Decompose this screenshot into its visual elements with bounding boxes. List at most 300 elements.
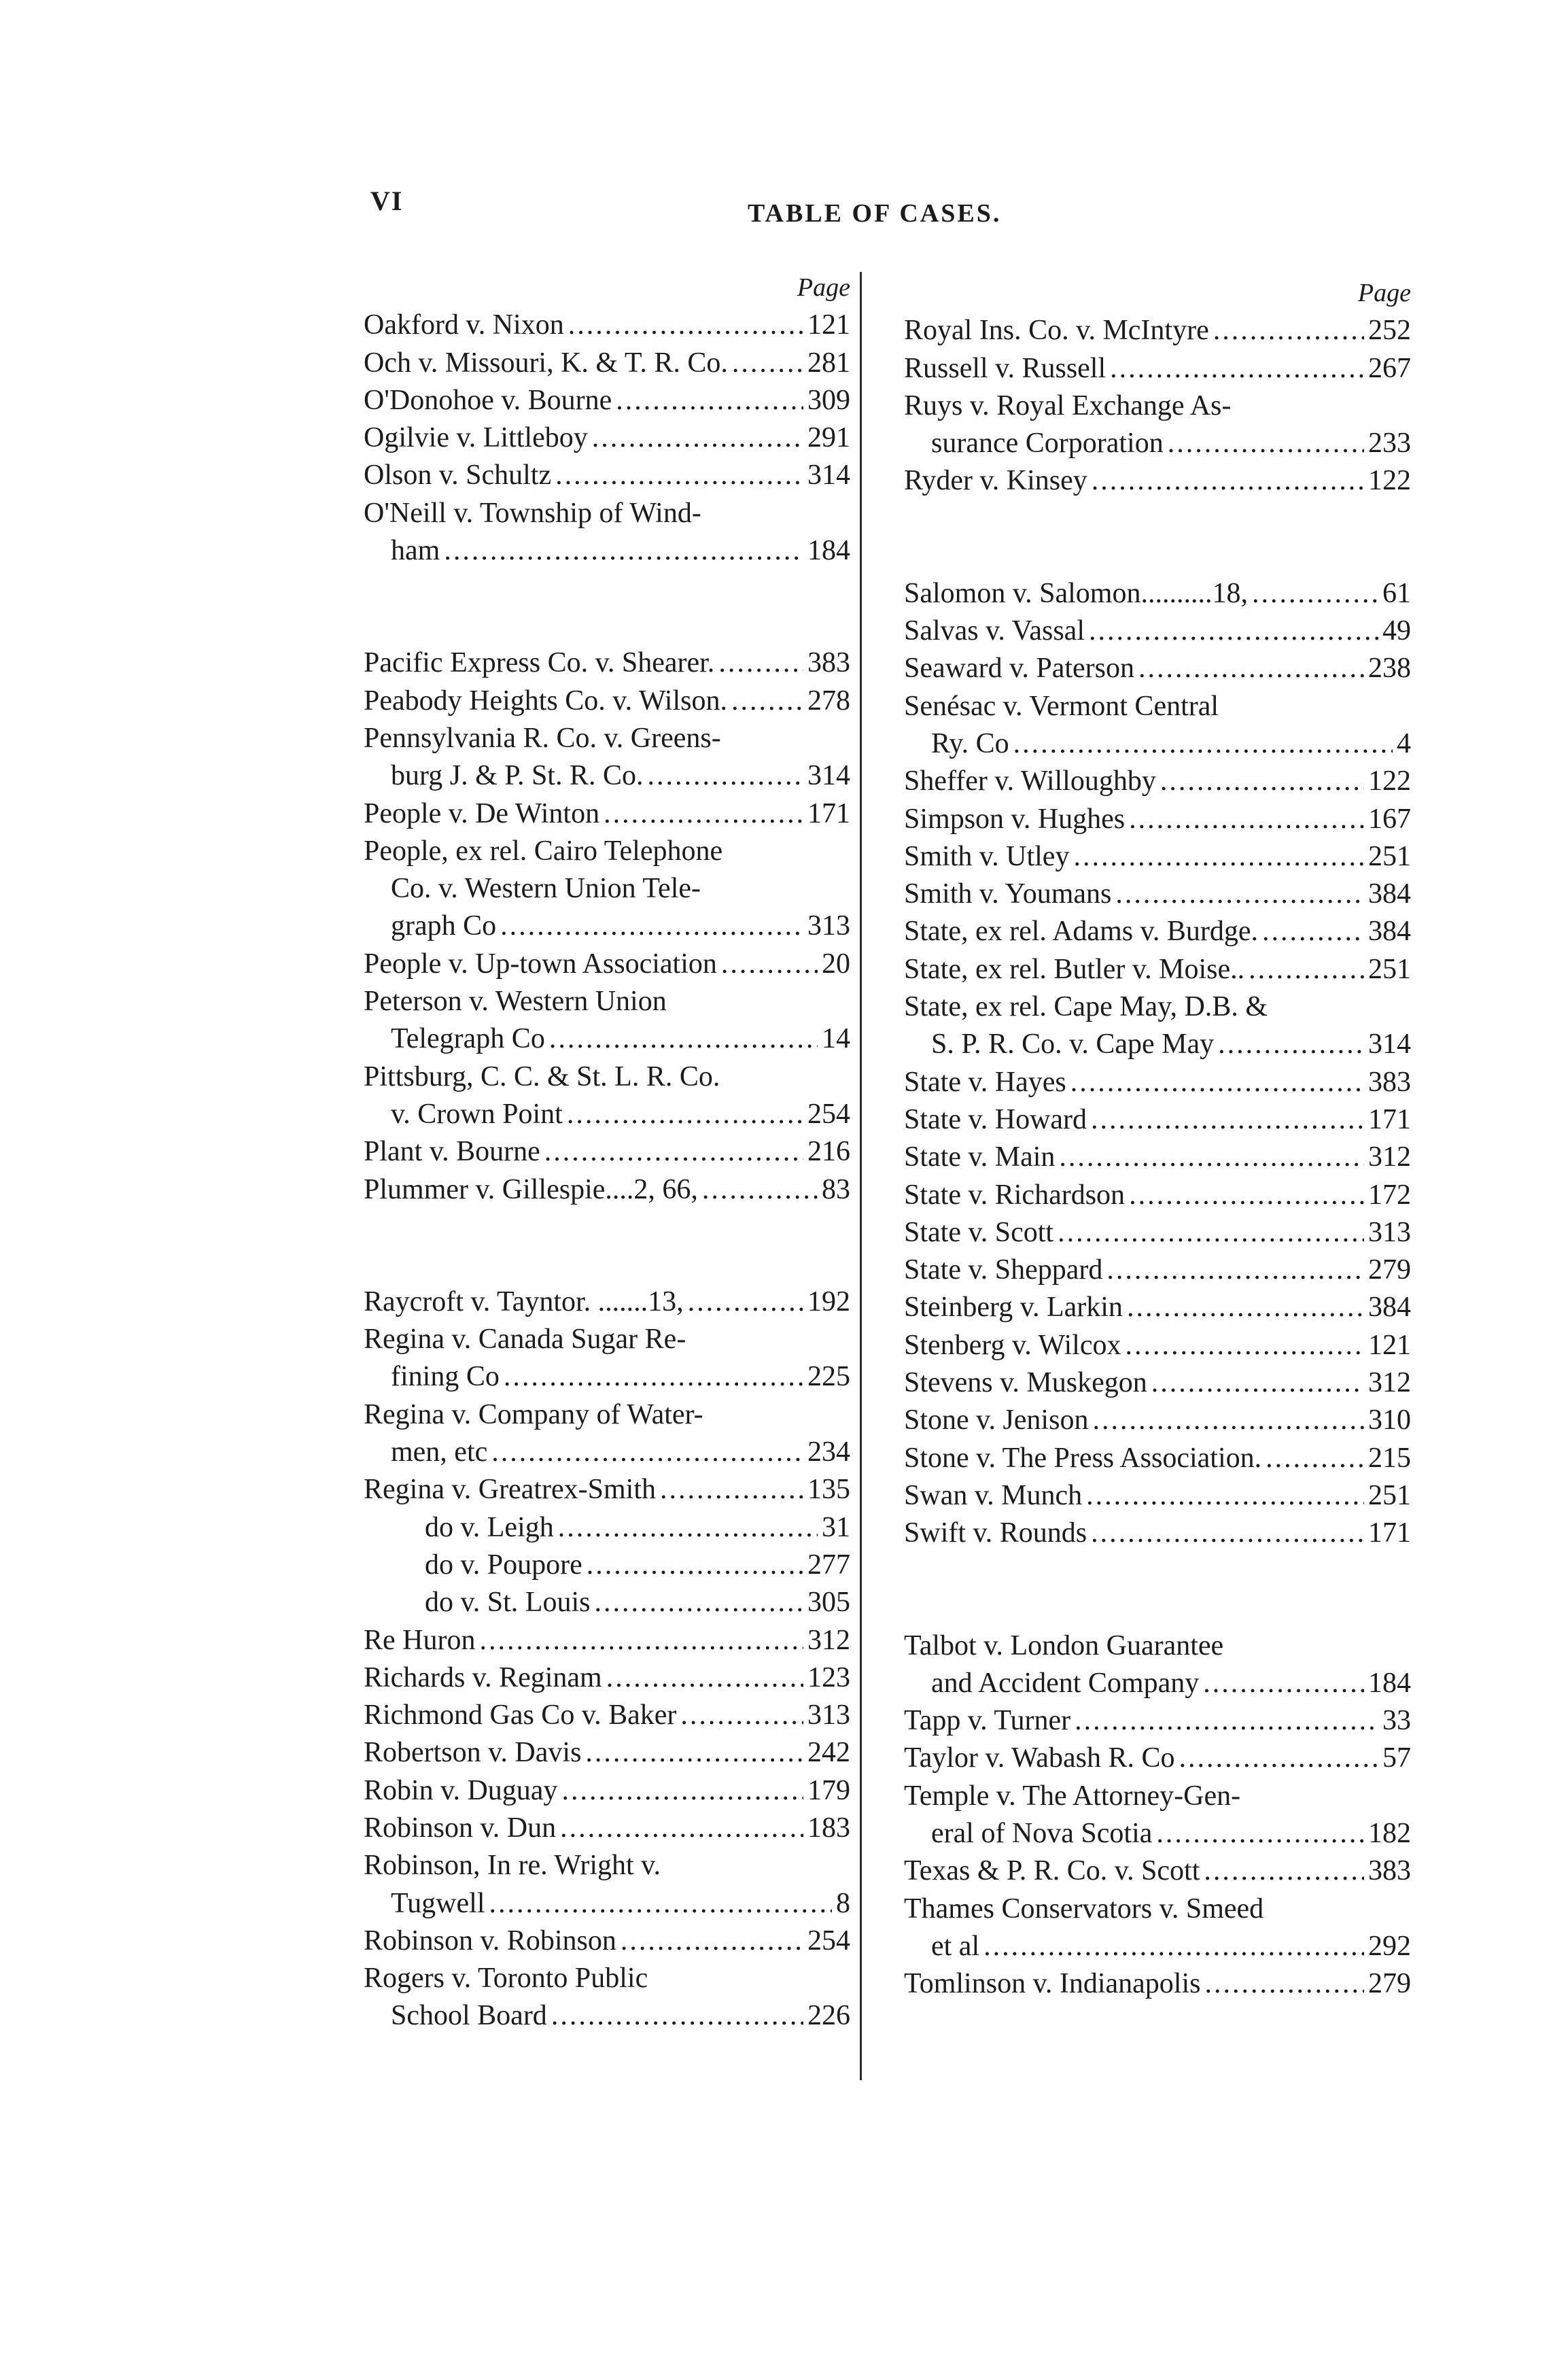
- page-reference: 383: [1368, 1066, 1411, 1098]
- case-name: State, ex rel. Cape May, D.B. &: [904, 991, 1268, 1023]
- dot-leader: [1089, 613, 1378, 650]
- case-name: Salomon v. Salomon..........18,: [904, 577, 1248, 609]
- page-reference: 61: [1382, 577, 1411, 609]
- dot-leader: [1106, 1252, 1364, 1289]
- case-entry: [364, 833, 853, 870]
- case-entry: [364, 1622, 853, 1659]
- case-name: Richards v. Reginam: [364, 1661, 602, 1693]
- case-entry: [364, 1283, 853, 1321]
- dot-leader: [1073, 838, 1364, 876]
- page-reference: 313: [1368, 1216, 1411, 1248]
- case-entry: [364, 382, 853, 419]
- case-entry: [904, 763, 1414, 800]
- case-entry: [904, 1440, 1414, 1477]
- case-name: Olson v. Schultz: [364, 460, 552, 491]
- case-groups: [904, 312, 1414, 2003]
- case-name: Stone v. Jenison: [904, 1404, 1089, 1436]
- case-entry: [904, 1852, 1414, 1890]
- dot-leader: [1262, 913, 1364, 950]
- page-reference: 291: [807, 422, 850, 454]
- case-entry: [364, 1358, 853, 1396]
- case-name: Robinson, In re. Wright v.: [364, 1850, 661, 1882]
- case-name: O'Donohoe v. Bourne: [364, 384, 612, 416]
- case-entry: [364, 1020, 853, 1058]
- case-name: Regina v. Company of Water-: [364, 1398, 703, 1430]
- case-name: Robinson v. Dun: [364, 1812, 557, 1844]
- case-entry: [364, 1396, 853, 1434]
- page-reference: 254: [807, 1098, 850, 1130]
- page-reference: 314: [807, 460, 850, 491]
- page-reference: 384: [1368, 1292, 1411, 1324]
- dot-leader: [1168, 425, 1364, 462]
- page-reference: 33: [1382, 1705, 1411, 1737]
- case-name: graph Co: [391, 910, 497, 942]
- dot-leader: [606, 1659, 803, 1697]
- page-reference: 179: [807, 1774, 850, 1806]
- case-name: Texas & P. R. Co. v. Scott: [904, 1855, 1200, 1887]
- page-reference: 233: [1368, 428, 1411, 460]
- dot-leader: [1092, 1402, 1364, 1439]
- page-reference: 278: [807, 685, 850, 717]
- case-name: Stenberg v. Wilcox: [904, 1329, 1121, 1361]
- page-reference: 83: [822, 1173, 850, 1205]
- case-entry: [364, 720, 853, 757]
- dot-leader: [549, 1020, 818, 1058]
- page-reference: 172: [1368, 1179, 1411, 1211]
- page-reference: 167: [1368, 803, 1411, 835]
- case-name: Temple v. The Attorney-Gen-: [904, 1780, 1241, 1812]
- case-name: Richmond Gas Co v. Baker: [364, 1700, 677, 1731]
- page-reference: 313: [807, 1700, 850, 1731]
- case-entry: [364, 1434, 853, 1471]
- case-name: Steinberg v. Larkin: [904, 1292, 1123, 1324]
- dot-leader: [1013, 725, 1393, 763]
- case-entry: [364, 1960, 853, 1997]
- case-name: State v. Scott: [904, 1216, 1054, 1248]
- case-name: People v. Up-town Association: [364, 948, 717, 980]
- dot-leader: [1059, 1139, 1364, 1176]
- dot-leader: [1115, 876, 1364, 913]
- page-reference: 57: [1382, 1742, 1411, 1774]
- case-name: State v. Main: [904, 1141, 1056, 1173]
- dot-leader: [732, 345, 803, 382]
- dot-leader: [1266, 1440, 1364, 1477]
- dot-leader: [1092, 462, 1364, 500]
- dot-leader: [1091, 1515, 1364, 1552]
- case-name: Telegraph Co: [391, 1023, 545, 1055]
- case-name: State v. Howard: [904, 1103, 1087, 1135]
- page-reference: 184: [807, 535, 850, 567]
- case-name: Ruys v. Royal Exchange As-: [904, 390, 1232, 421]
- page-reference: 171: [1368, 1103, 1411, 1135]
- page-reference: 31: [822, 1511, 850, 1543]
- case-entry: [904, 312, 1414, 349]
- letter-group-gap: [904, 1553, 1414, 1627]
- case-entry: [364, 495, 853, 532]
- page-reference: 267: [1368, 352, 1411, 384]
- dot-leader: [604, 795, 803, 833]
- dot-leader: [731, 683, 803, 720]
- page-reference: 305: [807, 1587, 850, 1619]
- case-entry: [364, 1697, 853, 1734]
- dot-leader: [1070, 1064, 1364, 1101]
- dot-leader: [561, 1772, 803, 1810]
- case-name: Regina v. Canada Sugar Re-: [364, 1324, 686, 1356]
- dot-leader: [983, 1928, 1364, 1965]
- dot-leader: [1252, 575, 1378, 613]
- case-entry: [904, 1064, 1414, 1101]
- case-name: Rogers v. Toronto Public: [364, 1963, 648, 1995]
- dot-leader: [592, 419, 803, 457]
- page-reference: 123: [807, 1661, 850, 1693]
- page-reference: 234: [807, 1436, 850, 1468]
- case-name: State, ex rel. Adams v. Burdge.: [904, 916, 1259, 948]
- case-name: Swan v. Munch: [904, 1479, 1083, 1511]
- dot-leader: [1160, 763, 1364, 800]
- page-reference: 182: [1368, 1817, 1411, 1849]
- case-name: Thames Conservators v. Smeed: [904, 1893, 1264, 1925]
- page-reference: 314: [1368, 1029, 1411, 1060]
- case-entry: [904, 613, 1414, 650]
- case-name: burg J. & P. St. R. Co.: [391, 760, 644, 792]
- page-reference: 135: [807, 1474, 850, 1506]
- case-entry: [364, 946, 853, 983]
- case-name: State v. Sheppard: [904, 1254, 1103, 1286]
- case-entry: [904, 1928, 1414, 1965]
- case-name: Robin v. Duguay: [364, 1774, 558, 1806]
- page-reference: 121: [1368, 1329, 1411, 1361]
- case-name: S. P. R. Co. v. Cape May: [931, 1029, 1215, 1060]
- dot-leader: [504, 1358, 803, 1396]
- case-name: Pacific Express Co. v. Shearer.: [364, 647, 715, 679]
- page-column-label: Page: [1357, 279, 1411, 307]
- case-entry: [364, 1321, 853, 1358]
- page-reference: 281: [807, 347, 850, 379]
- dot-leader: [1249, 951, 1364, 988]
- case-entry: [364, 683, 853, 720]
- dot-leader: [1213, 312, 1364, 349]
- page-reference: 216: [807, 1136, 850, 1168]
- case-name: men, etc: [391, 1436, 488, 1468]
- case-entry: [364, 1058, 853, 1096]
- page-reference: 184: [1368, 1667, 1411, 1699]
- page-reference: 251: [1368, 840, 1411, 872]
- case-name: v. Crown Point: [391, 1098, 563, 1130]
- column-divider: [860, 272, 862, 2080]
- case-entry: [904, 801, 1414, 838]
- dot-leader: [479, 1622, 803, 1659]
- dot-leader: [1204, 1965, 1364, 2003]
- dot-leader: [688, 1283, 803, 1321]
- letter-group-gap: [364, 1209, 853, 1283]
- page-column-label: Page: [797, 273, 850, 302]
- case-name: do v. Poupore: [425, 1549, 582, 1581]
- page-reference: 171: [1368, 1517, 1411, 1549]
- case-name: Tomlinson v. Indianapolis: [904, 1968, 1201, 2000]
- case-entry: [904, 1327, 1414, 1364]
- page-reference: 49: [1382, 615, 1411, 647]
- case-name: Regina v. Greatrex-Smith: [364, 1474, 656, 1506]
- case-entry: [904, 838, 1414, 876]
- case-name: Tugwell: [391, 1887, 485, 1919]
- dot-leader: [587, 1547, 803, 1584]
- case-name: Ogilvie v. Littleboy: [364, 422, 588, 454]
- page-number: VI: [370, 186, 404, 216]
- case-name: Swift v. Rounds: [904, 1517, 1087, 1549]
- letter-group-gap: [904, 500, 1414, 575]
- case-entry: [904, 1702, 1414, 1740]
- dot-leader: [1129, 1177, 1364, 1214]
- dot-leader: [660, 1471, 803, 1508]
- case-entry: [904, 1364, 1414, 1402]
- page-reference: 384: [1368, 916, 1411, 948]
- page-reference: 383: [807, 647, 850, 679]
- page-reference: 251: [1368, 953, 1411, 985]
- case-entry: [904, 1139, 1414, 1176]
- dot-leader: [1126, 1327, 1365, 1364]
- dot-leader: [1218, 1026, 1364, 1063]
- page-reference: 312: [1368, 1367, 1411, 1399]
- case-entry: [904, 1026, 1414, 1063]
- dot-leader: [1110, 350, 1364, 387]
- case-entry: [904, 387, 1414, 425]
- case-name: Russell v. Russell: [904, 352, 1106, 384]
- case-name: Smith v. Utley: [904, 840, 1070, 872]
- case-name: Seaward v. Paterson: [904, 653, 1135, 685]
- page-title: TABLE OF CASES.: [748, 199, 1002, 228]
- case-entry: [364, 1659, 853, 1697]
- letter-group-gap: [364, 570, 853, 644]
- case-entry: [364, 345, 853, 382]
- page-reference: 122: [1368, 765, 1411, 797]
- case-entry: [904, 1289, 1414, 1326]
- case-name: Peterson v. Western Union: [364, 986, 667, 1018]
- case-name: Sheffer v. Willoughby: [904, 765, 1156, 797]
- case-name: O'Neill v. Township of Wind-: [364, 497, 701, 529]
- case-name: People, ex rel. Cairo Telephone: [364, 835, 723, 867]
- case-entry: [904, 1965, 1414, 2003]
- dot-leader: [555, 457, 803, 494]
- case-name: Stone v. The Press Association.: [904, 1442, 1262, 1474]
- case-name: Co. v. Western Union Tele-: [391, 873, 701, 905]
- case-name: Oakford v. Nixon: [364, 309, 564, 341]
- case-entry: [904, 1627, 1414, 1665]
- case-entry: [904, 1214, 1414, 1252]
- page-reference: 292: [1368, 1930, 1411, 1962]
- page-reference: 4: [1397, 727, 1411, 759]
- case-name: Taylor v. Wabash R. Co: [904, 1742, 1175, 1774]
- case-entry: [364, 644, 853, 682]
- dot-leader: [558, 1509, 818, 1547]
- page-reference: 14: [822, 1023, 850, 1055]
- case-name: Pennsylvania R. Co. v. Greens-: [364, 722, 721, 754]
- dot-leader: [1203, 1665, 1364, 1702]
- case-entry: [904, 688, 1414, 725]
- case-entry: [364, 1922, 853, 1960]
- dot-leader: [1179, 1740, 1378, 1777]
- page-reference: 252: [1368, 315, 1411, 347]
- case-name: Raycroft v. Tayntor. .......13,: [364, 1286, 684, 1317]
- page-reference: 314: [807, 760, 850, 792]
- case-entry: [364, 1171, 853, 1209]
- page-reference: 312: [807, 1624, 850, 1656]
- dot-leader: [680, 1697, 803, 1734]
- dot-leader: [567, 1096, 803, 1133]
- dot-leader: [1129, 801, 1364, 838]
- case-entry: [904, 1778, 1414, 1815]
- case-entry: [364, 1810, 853, 1847]
- case-name: Talbot v. London Guarantee: [904, 1629, 1224, 1661]
- case-name: School Board: [391, 2000, 547, 2032]
- case-entry: [364, 1847, 853, 1884]
- case-entry: [904, 1177, 1414, 1214]
- case-name: Senésac v. Vermont Central: [904, 690, 1219, 722]
- case-entry: [364, 983, 853, 1020]
- dot-leader: [594, 1584, 803, 1621]
- case-entry: [904, 876, 1414, 913]
- case-entry: [364, 908, 853, 945]
- case-name: and Accident Company: [931, 1667, 1200, 1699]
- page-reference: 309: [807, 384, 850, 416]
- case-entry: [364, 1997, 853, 2035]
- dot-leader: [1138, 650, 1364, 687]
- case-entry: [364, 1584, 853, 1621]
- case-name: Royal Ins. Co. v. McIntyre: [904, 315, 1209, 347]
- case-name: Ry. Co: [931, 727, 1009, 759]
- page-reference: 226: [807, 2000, 850, 2032]
- case-entry: [904, 350, 1414, 387]
- case-entry: [364, 1471, 853, 1508]
- case-entry: [364, 532, 853, 570]
- case-entry: [364, 1509, 853, 1547]
- dot-leader: [544, 1133, 803, 1171]
- case-name: eral of Nova Scotia: [931, 1817, 1153, 1849]
- page-reference: 279: [1368, 1968, 1411, 2000]
- case-entry: [904, 1665, 1414, 1702]
- page-reference: 121: [807, 309, 850, 341]
- case-entry: [364, 870, 853, 908]
- case-entry: [364, 1772, 853, 1810]
- page-reference: 384: [1368, 878, 1411, 910]
- case-entry: [904, 1402, 1414, 1439]
- case-name: do v. Leigh: [425, 1511, 554, 1543]
- page-reference: 225: [807, 1361, 850, 1393]
- page-reference: 183: [807, 1812, 850, 1844]
- dot-leader: [718, 644, 803, 682]
- page-reference: 242: [807, 1737, 850, 1769]
- case-entry: [904, 1252, 1414, 1289]
- case-entry: [904, 1101, 1414, 1139]
- dot-leader: [1091, 1101, 1364, 1139]
- case-name: Plant v. Bourne: [364, 1136, 540, 1168]
- case-entry: [904, 951, 1414, 988]
- page-reference: 279: [1368, 1254, 1411, 1286]
- case-name: Och v. Missouri, K. & T. R. Co.: [364, 347, 728, 379]
- case-entry: [364, 757, 853, 795]
- case-entry: [364, 419, 853, 457]
- dot-leader: [1127, 1289, 1364, 1326]
- case-entry: [364, 457, 853, 494]
- dot-leader: [621, 1922, 803, 1960]
- case-entry: [904, 575, 1414, 613]
- case-name: State v. Richardson: [904, 1179, 1126, 1211]
- page-reference: 254: [807, 1925, 850, 1956]
- case-name: Plummer v. Gillespie....2, 66,: [364, 1173, 698, 1205]
- dot-leader: [721, 946, 818, 983]
- case-name: surance Corporation: [931, 428, 1164, 460]
- dot-leader: [489, 1885, 833, 1922]
- page-reference: 20: [822, 948, 850, 980]
- case-entry: [364, 1133, 853, 1171]
- case-entry: [904, 462, 1414, 500]
- case-entry: [364, 1734, 853, 1772]
- page-reference: 277: [807, 1549, 850, 1581]
- dot-leader: [500, 908, 803, 945]
- case-groups: [364, 307, 853, 2035]
- page-reference: 192: [807, 1286, 850, 1317]
- dot-leader: [1058, 1214, 1364, 1252]
- dot-leader: [616, 382, 803, 419]
- page-reference: 383: [1368, 1855, 1411, 1887]
- left-column: [364, 269, 853, 2035]
- case-entry: [364, 1096, 853, 1133]
- dot-leader: [1075, 1702, 1378, 1740]
- dot-leader: [1151, 1364, 1364, 1402]
- case-name: fining Co: [391, 1361, 500, 1393]
- page-reference: 8: [836, 1887, 850, 1919]
- case-name: Pittsburg, C. C. & St. L. R. Co.: [364, 1060, 720, 1092]
- page-reference: 122: [1368, 465, 1411, 497]
- case-name: Peabody Heights Co. v. Wilson.: [364, 685, 727, 717]
- case-entry: [904, 1891, 1414, 1928]
- dot-leader: [560, 1810, 803, 1847]
- page-reference: 312: [1368, 1141, 1411, 1173]
- case-name: Smith v. Youmans: [904, 878, 1112, 910]
- case-name: ham: [391, 535, 440, 567]
- case-name: Salvas v. Vassal: [904, 615, 1085, 647]
- dot-leader: [551, 1997, 803, 2035]
- case-name: State v. Hayes: [904, 1066, 1066, 1098]
- case-name: Ryder v. Kinsey: [904, 465, 1087, 497]
- case-name: Stevens v. Muskegon: [904, 1367, 1147, 1399]
- dot-leader: [585, 1734, 803, 1772]
- dot-leader: [1086, 1477, 1364, 1515]
- case-name: People v. De Winton: [364, 797, 600, 829]
- right-column: [904, 275, 1414, 2003]
- case-name: Re Huron: [364, 1624, 476, 1656]
- case-entry: [904, 725, 1414, 763]
- case-entry: [904, 1815, 1414, 1852]
- case-name: State, ex rel. Butler v. Moise..: [904, 953, 1245, 985]
- page-reference: 310: [1368, 1404, 1411, 1436]
- dot-leader: [1156, 1815, 1364, 1852]
- case-entry: [364, 307, 853, 344]
- case-entry: [364, 795, 853, 833]
- case-name: Tapp v. Turner: [904, 1705, 1071, 1737]
- case-entry: [904, 1740, 1414, 1777]
- page-reference: 313: [807, 910, 850, 942]
- page-reference: 251: [1368, 1479, 1411, 1511]
- case-name: et al: [931, 1930, 980, 1962]
- case-name: Robertson v. Davis: [364, 1737, 582, 1769]
- case-name: Simpson v. Hughes: [904, 803, 1126, 835]
- dot-leader: [702, 1171, 818, 1209]
- case-entry: [904, 650, 1414, 687]
- case-entry: [364, 1547, 853, 1584]
- case-name: Robinson v. Robinson: [364, 1925, 616, 1956]
- page-reference: 215: [1368, 1442, 1411, 1474]
- case-name: do v. St. Louis: [425, 1587, 591, 1619]
